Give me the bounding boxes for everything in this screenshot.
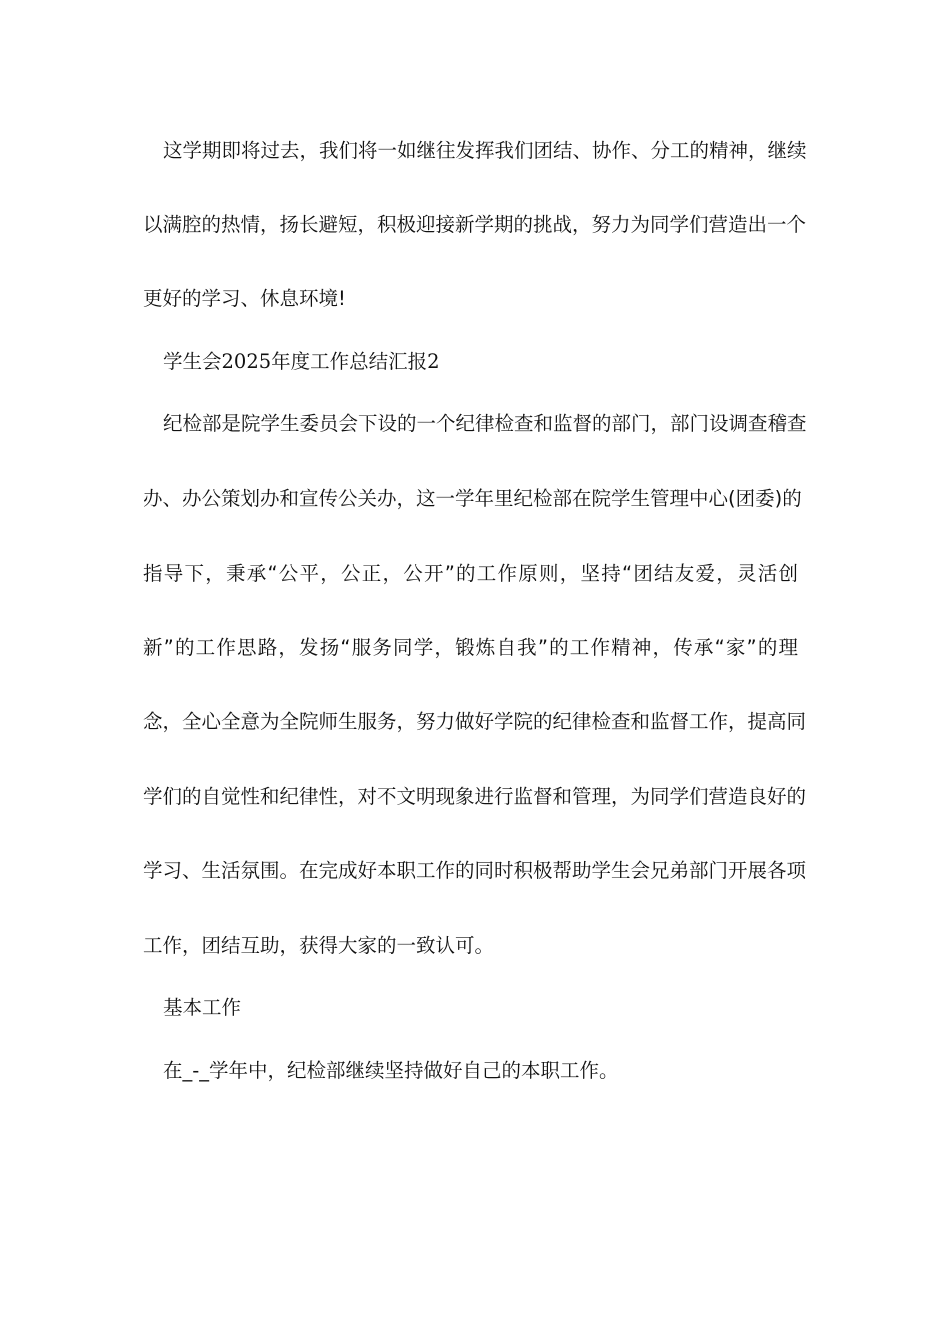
paragraph-1-line-2: 以满腔的热情，扬长避短，积极迎接新学期的挑战，努力为同学们营造出一个 bbox=[143, 213, 807, 236]
paragraph-2-line-8: 工作，团结互助，获得大家的一致认可。 bbox=[143, 934, 495, 957]
paragraph-1-line-3: 更好的学习、休息环境! bbox=[143, 287, 346, 310]
paragraph-3: 在_-_学年中，纪检部继续坚持做好自己的本职工作。 bbox=[163, 1059, 619, 1082]
paragraph-2-line-3: 指导下，秉承“公平，公正，公开”的工作原则，坚持“团结友爱，灵活创 bbox=[143, 562, 798, 585]
paragraph-2-line-6: 学们的自觉性和纪律性，对不文明现象进行监督和管理，为同学们营造良好的 bbox=[143, 785, 807, 808]
section-title: 学生会2025年度工作总结汇报2 bbox=[163, 350, 440, 373]
paragraph-2-line-7: 学习、生活氛围。在完成好本职工作的同时积极帮助学生会兄弟部门开展各项 bbox=[143, 859, 807, 882]
paragraph-2-line-4: 新”的工作思路，发扬“服务同学，锻炼自我”的工作精神，传承“家”的理 bbox=[143, 636, 798, 659]
paragraph-2-line-1: 纪检部是院学生委员会下设的一个纪律检查和监督的部门，部门设调查稽查 bbox=[163, 412, 807, 435]
subheading: 基本工作 bbox=[163, 996, 242, 1019]
paragraph-2-line-5: 念，全心全意为全院师生服务，努力做好学院的纪律检查和监督工作，提高同 bbox=[143, 710, 807, 733]
paragraph-2-line-2: 办、办公策划办和宣传公关办，这一学年里纪检部在院学生管理中心(团委)的 bbox=[143, 487, 802, 510]
paragraph-1-line-1: 这学期即将过去，我们将一如继往发挥我们团结、协作、分工的精神，继续 bbox=[163, 139, 807, 162]
